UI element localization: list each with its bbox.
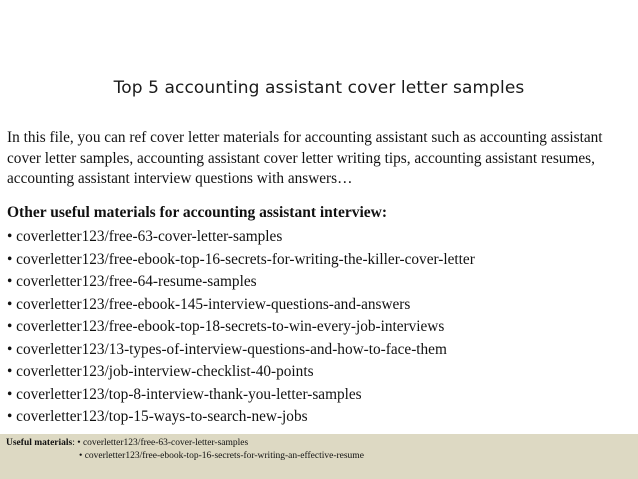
intro-paragraph	[7, 128, 633, 190]
list-item: • coverletter123/top-15-ways-to-search-new-jobs	[7, 408, 308, 425]
footer-row	[6, 438, 248, 448]
footer-label: Useful materials	[6, 438, 73, 448]
list-item: • coverletter123/free-ebook-145-interview-questions-and-answers	[7, 295, 411, 313]
list-item: • coverletter123/free-ebook-top-16-secrets-for-writing-the-killer-cover-letter	[7, 250, 475, 268]
intro-line: accounting assistant interview questions with answers…	[7, 170, 353, 187]
page-title: Top 5 accounting assistant cover letter samples	[113, 78, 525, 98]
list-item: • coverletter123/job-interview-checklist-40-points	[7, 363, 314, 380]
list-item: • coverletter123/13-types-of-interview-questions-and-how-to-face-them	[7, 340, 447, 358]
materials-heading: Other useful materials for accounting assistant interview:	[7, 204, 387, 221]
footer-bar	[0, 434, 638, 479]
intro-line: cover letter samples, accounting assistant cover letter writing tips, accounting assistant resumes,	[7, 149, 595, 167]
list-item: • coverletter123/free-64-resume-samples	[7, 273, 257, 290]
materials-list	[7, 226, 475, 429]
footer-item: : • coverletter123/free-63-cover-letter-samples	[72, 438, 249, 448]
list-item: • coverletter123/top-8-interview-thank-you-letter-samples	[7, 385, 362, 403]
footer-item: • coverletter123/free-ebook-top-16-secrets-for-writing-an-effective-resume	[79, 451, 364, 461]
list-item: • coverletter123/free-63-cover-letter-samples	[7, 228, 283, 245]
intro-line: In this file, you can ref cover letter materials for accounting assistant such as accounting assistant	[7, 129, 603, 146]
list-item: • coverletter123/free-ebook-top-18-secrets-to-win-every-job-interviews	[7, 318, 445, 335]
